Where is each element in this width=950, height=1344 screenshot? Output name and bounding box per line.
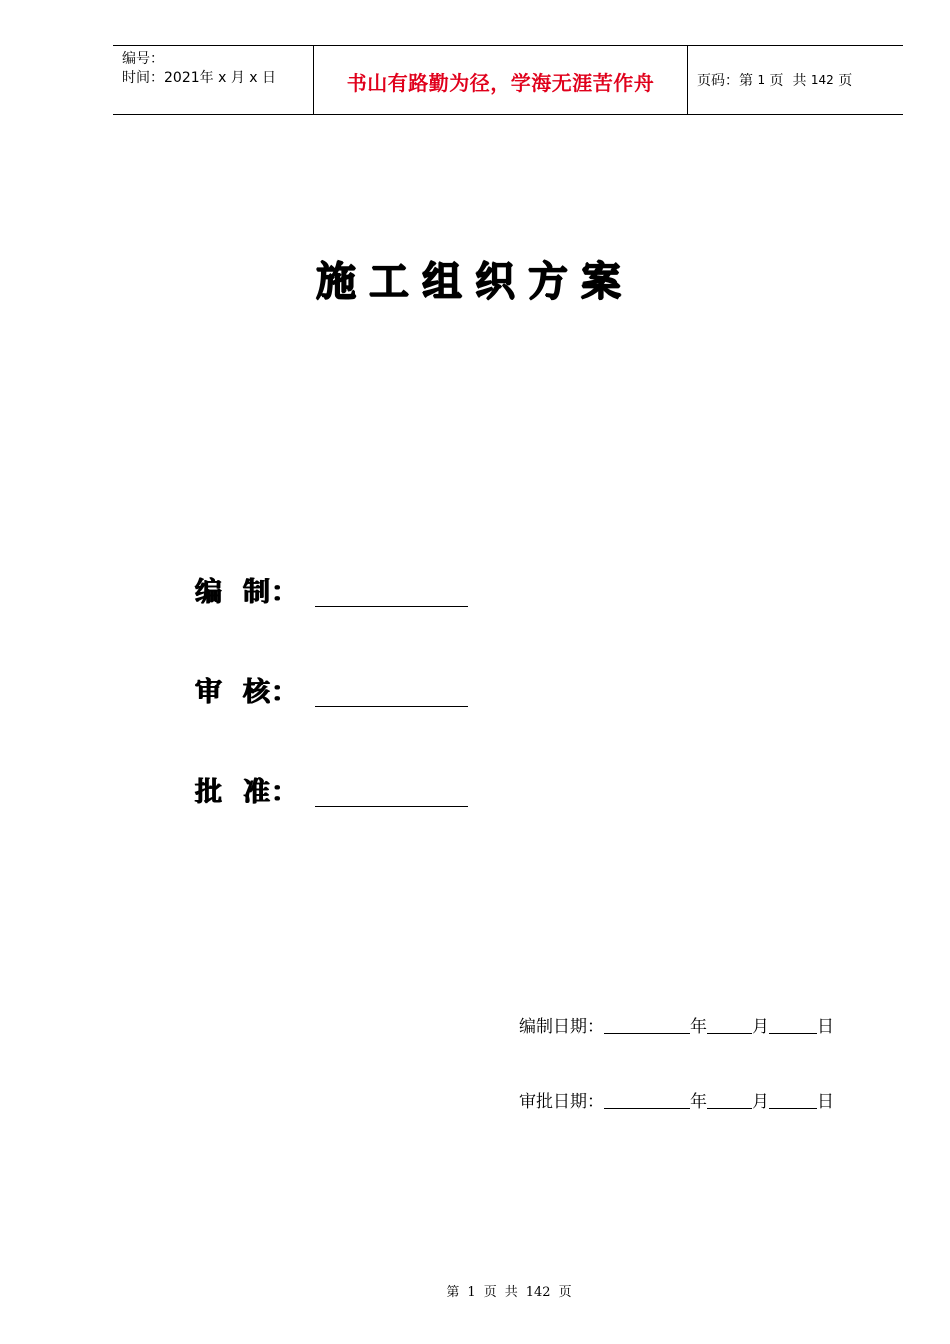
serial-label: 编号： xyxy=(122,51,164,67)
page-unit: 页 xyxy=(769,73,784,89)
sign-row-review xyxy=(195,670,468,709)
compile-month-blank[interactable] xyxy=(707,1032,752,1034)
footer-unit: 页 xyxy=(483,1285,497,1300)
time-line xyxy=(122,69,313,88)
footer-prefix: 第 xyxy=(446,1285,460,1300)
time-month-unit: 月 xyxy=(230,70,245,86)
approve-date-label: 审批日期： xyxy=(519,1092,604,1112)
approve-month-blank[interactable] xyxy=(707,1107,752,1109)
sign-label-approve: 批 准： xyxy=(195,777,298,808)
approve-day-blank[interactable] xyxy=(769,1107,817,1109)
time-month: x xyxy=(218,70,227,86)
sign-label-compile: 编 制： xyxy=(195,577,298,608)
approve-date-row xyxy=(519,1087,834,1112)
compile-month-unit: 月 xyxy=(752,1017,769,1037)
approve-month-unit: 月 xyxy=(752,1092,769,1112)
page-footer xyxy=(0,1281,950,1300)
header-table xyxy=(113,45,903,115)
compile-year-blank[interactable] xyxy=(604,1032,690,1034)
page-total-label: 共 xyxy=(792,73,807,89)
compile-year-unit: 年 xyxy=(690,1017,707,1037)
sign-line-approve[interactable] xyxy=(315,805,468,807)
approve-year-blank[interactable] xyxy=(604,1107,690,1109)
time-year: 2021 xyxy=(164,70,200,86)
sign-line-review[interactable] xyxy=(315,705,468,707)
compile-day-blank[interactable] xyxy=(769,1032,817,1034)
time-day-unit: 日 xyxy=(262,70,277,86)
sign-row-approve xyxy=(195,770,468,809)
footer-total-label: 共 xyxy=(504,1285,518,1300)
sign-row-compile xyxy=(195,570,468,609)
footer-current: 1 xyxy=(467,1285,476,1300)
header-page-cell xyxy=(688,46,903,114)
time-day: x xyxy=(249,70,258,86)
sign-line-compile[interactable] xyxy=(315,605,468,607)
approve-year-unit: 年 xyxy=(690,1092,707,1112)
compile-day-unit: 日 xyxy=(817,1017,834,1037)
approve-day-unit: 日 xyxy=(817,1092,834,1112)
footer-total-unit: 页 xyxy=(558,1285,572,1300)
header-motto-cell xyxy=(314,46,688,114)
compile-date-row xyxy=(519,1012,834,1037)
time-label: 时间： xyxy=(122,70,164,86)
document-title: 施工组织方案 xyxy=(316,258,634,305)
page-total-unit: 页 xyxy=(838,73,853,89)
time-year-unit: 年 xyxy=(199,70,214,86)
compile-date-label: 编制日期： xyxy=(519,1017,604,1037)
footer-total: 142 xyxy=(525,1285,551,1300)
motto-text: 书山有路勤为径，学海无涯苦作舟 xyxy=(346,70,655,95)
sign-label-review: 审 核： xyxy=(195,677,298,708)
page-total: 142 xyxy=(810,73,834,87)
page-current: 1 xyxy=(757,73,766,87)
page-label: 页码：第 xyxy=(697,73,753,89)
header-info-cell xyxy=(113,46,314,114)
